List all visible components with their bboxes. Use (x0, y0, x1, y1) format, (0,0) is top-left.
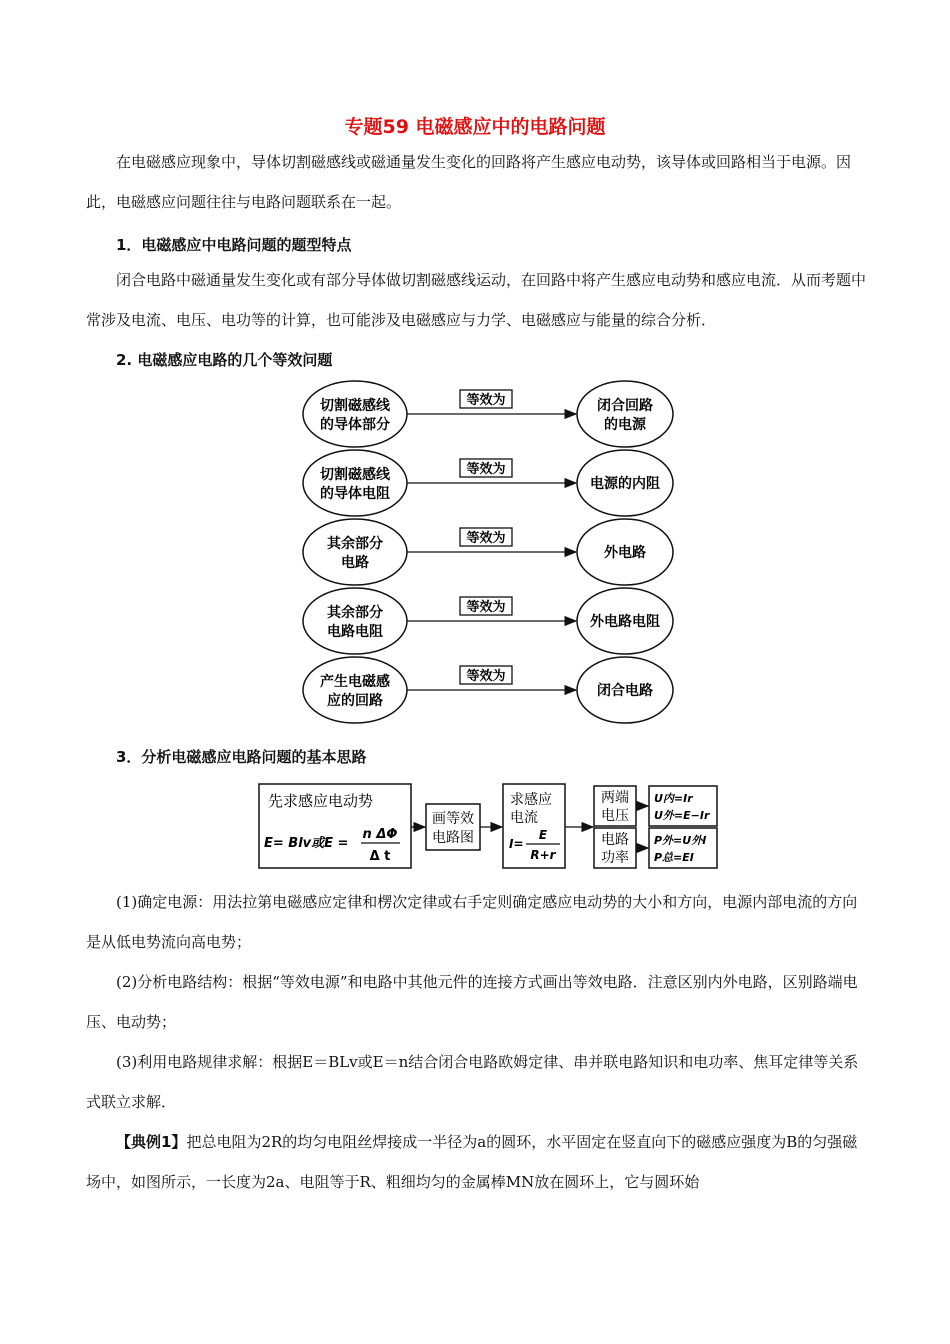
target-label-line1: 闭合回路 (597, 398, 653, 414)
power-box-line1: 电路 (601, 832, 629, 848)
source-label-line1: 产生电磁感 (320, 674, 390, 690)
intro-paragraph: 在电磁感应现象中，导体切割磁感线或磁通量发生变化的回路将产生感应电动势，该导体或回路相当于电源。因此，电磁感应问题往往与电路问题联系在一起。 (86, 153, 852, 211)
source-ellipse (303, 381, 407, 447)
example1 (86, 1122, 866, 1202)
source-ellipse (303, 450, 407, 516)
step2: (2)分析电路结构：根据“等效电源”和电路中其他元件的连接方式画出等效电路．注意区别内外电路，区别路端电压、电动势； (86, 973, 858, 1031)
current-frac-num: E (538, 828, 548, 842)
equivalence-row (303, 450, 673, 516)
example1-text: 把总电阻为2R的均匀电阻丝焊接成一半径为a的圆环，水平固定在竖直向下的磁感应强度为B的匀强磁场中，如图所示，一长度为2a、电阻等于R、粗细均匀的金属棒MN放在圆环上，它与圆环始 (86, 1133, 858, 1191)
emf-frac-den: Δ t (369, 849, 391, 864)
source-ellipse (303, 519, 407, 585)
target-label-line1: 外电路电阻 (590, 614, 660, 630)
step3: (3)利用电路规律求解：根据E＝BLv或E＝n结合闭合电路欧姆定律、串并联电路知识和电功率、焦耳定律等关系式联立求解． (86, 1053, 859, 1111)
emf-formula: E= Blv或E = (264, 836, 349, 851)
target-label-line1: 闭合电路 (597, 683, 653, 699)
source-label-line1: 切割磁感线 (320, 398, 390, 414)
example1-tag: 【典例1】 (116, 1133, 187, 1151)
power-box-line2: 功率 (601, 850, 629, 866)
emf-frac-num: n ΔΦ (362, 827, 398, 842)
arrow-label: 等效为 (466, 531, 506, 546)
section2-heading: 2. 电磁感应电路的几个等效问题 (116, 351, 333, 369)
target-label-line2: 的电源 (604, 417, 646, 433)
source-label-line2: 电路电阻 (327, 624, 383, 640)
voltage-box-line2: 电压 (601, 808, 629, 824)
source-label-line2: 应的回路 (327, 693, 383, 709)
source-label-line2: 的导体部分 (320, 417, 390, 433)
current-box-line2: 电流 (510, 810, 538, 826)
current-box-line1: 求感应 (510, 792, 552, 808)
page-title: 专题59 电磁感应中的电路问题 (344, 116, 606, 138)
section1-text: 闭合电路中磁通量发生变化或有部分导体做切割磁感线运动，在回路中将产生感应电动势和感应电流．从而考题中常涉及电流、电压、电功等的计算，也可能涉及电磁感应与力学、电磁感应与能量的综合分析． (86, 271, 867, 329)
source-label-line2: 电路 (341, 555, 369, 571)
target-label-line1: 电源的内阻 (590, 476, 660, 492)
target-ellipse (577, 381, 673, 447)
current-frac-den: R+r (530, 848, 556, 862)
formula-u-inner: U内=Ir (654, 792, 693, 805)
equivalence-row (303, 381, 673, 447)
formula-p-outer: P外=U外I (654, 834, 707, 847)
step1: (1)确定电源：用法拉第电磁感应定律和楞次定律或右手定则确定感应电动势的大小和方向，电源内部电流的方向是从低电势流向高电势； (86, 893, 858, 951)
source-label-line2: 的导体电阻 (320, 486, 390, 502)
circuit-box-line1: 画等效 (432, 811, 474, 827)
equivalence-diagram (300, 380, 690, 725)
voltage-box-line1: 两端 (601, 790, 629, 806)
equivalence-row (303, 588, 673, 654)
source-label-line1: 切割磁感线 (320, 467, 390, 483)
emf-box-title: 先求感应电动势 (268, 792, 374, 810)
section3-heading: 3．分析电磁感应电路问题的基本思路 (116, 748, 367, 766)
source-ellipse (303, 657, 407, 723)
target-label-line1: 外电路 (604, 545, 646, 561)
arrow-label: 等效为 (466, 600, 506, 615)
formula-u-outer: U外=E−Ir (654, 809, 710, 822)
equivalence-row (303, 657, 673, 723)
arrow-label: 等效为 (466, 669, 506, 684)
arrow-label: 等效为 (466, 462, 506, 477)
workflow-diagram (258, 780, 728, 872)
arrow-label: 等效为 (466, 393, 506, 408)
source-label-line1: 其余部分 (327, 605, 383, 621)
source-label-line1: 其余部分 (327, 536, 383, 552)
source-ellipse (303, 588, 407, 654)
section1-heading: 1．电磁感应中电路问题的题型特点 (116, 236, 352, 254)
equivalence-row (303, 519, 673, 585)
formula-p-total: P总=EI (654, 851, 694, 864)
circuit-box-line2: 电路图 (432, 830, 474, 846)
current-formula: I= (509, 837, 524, 851)
